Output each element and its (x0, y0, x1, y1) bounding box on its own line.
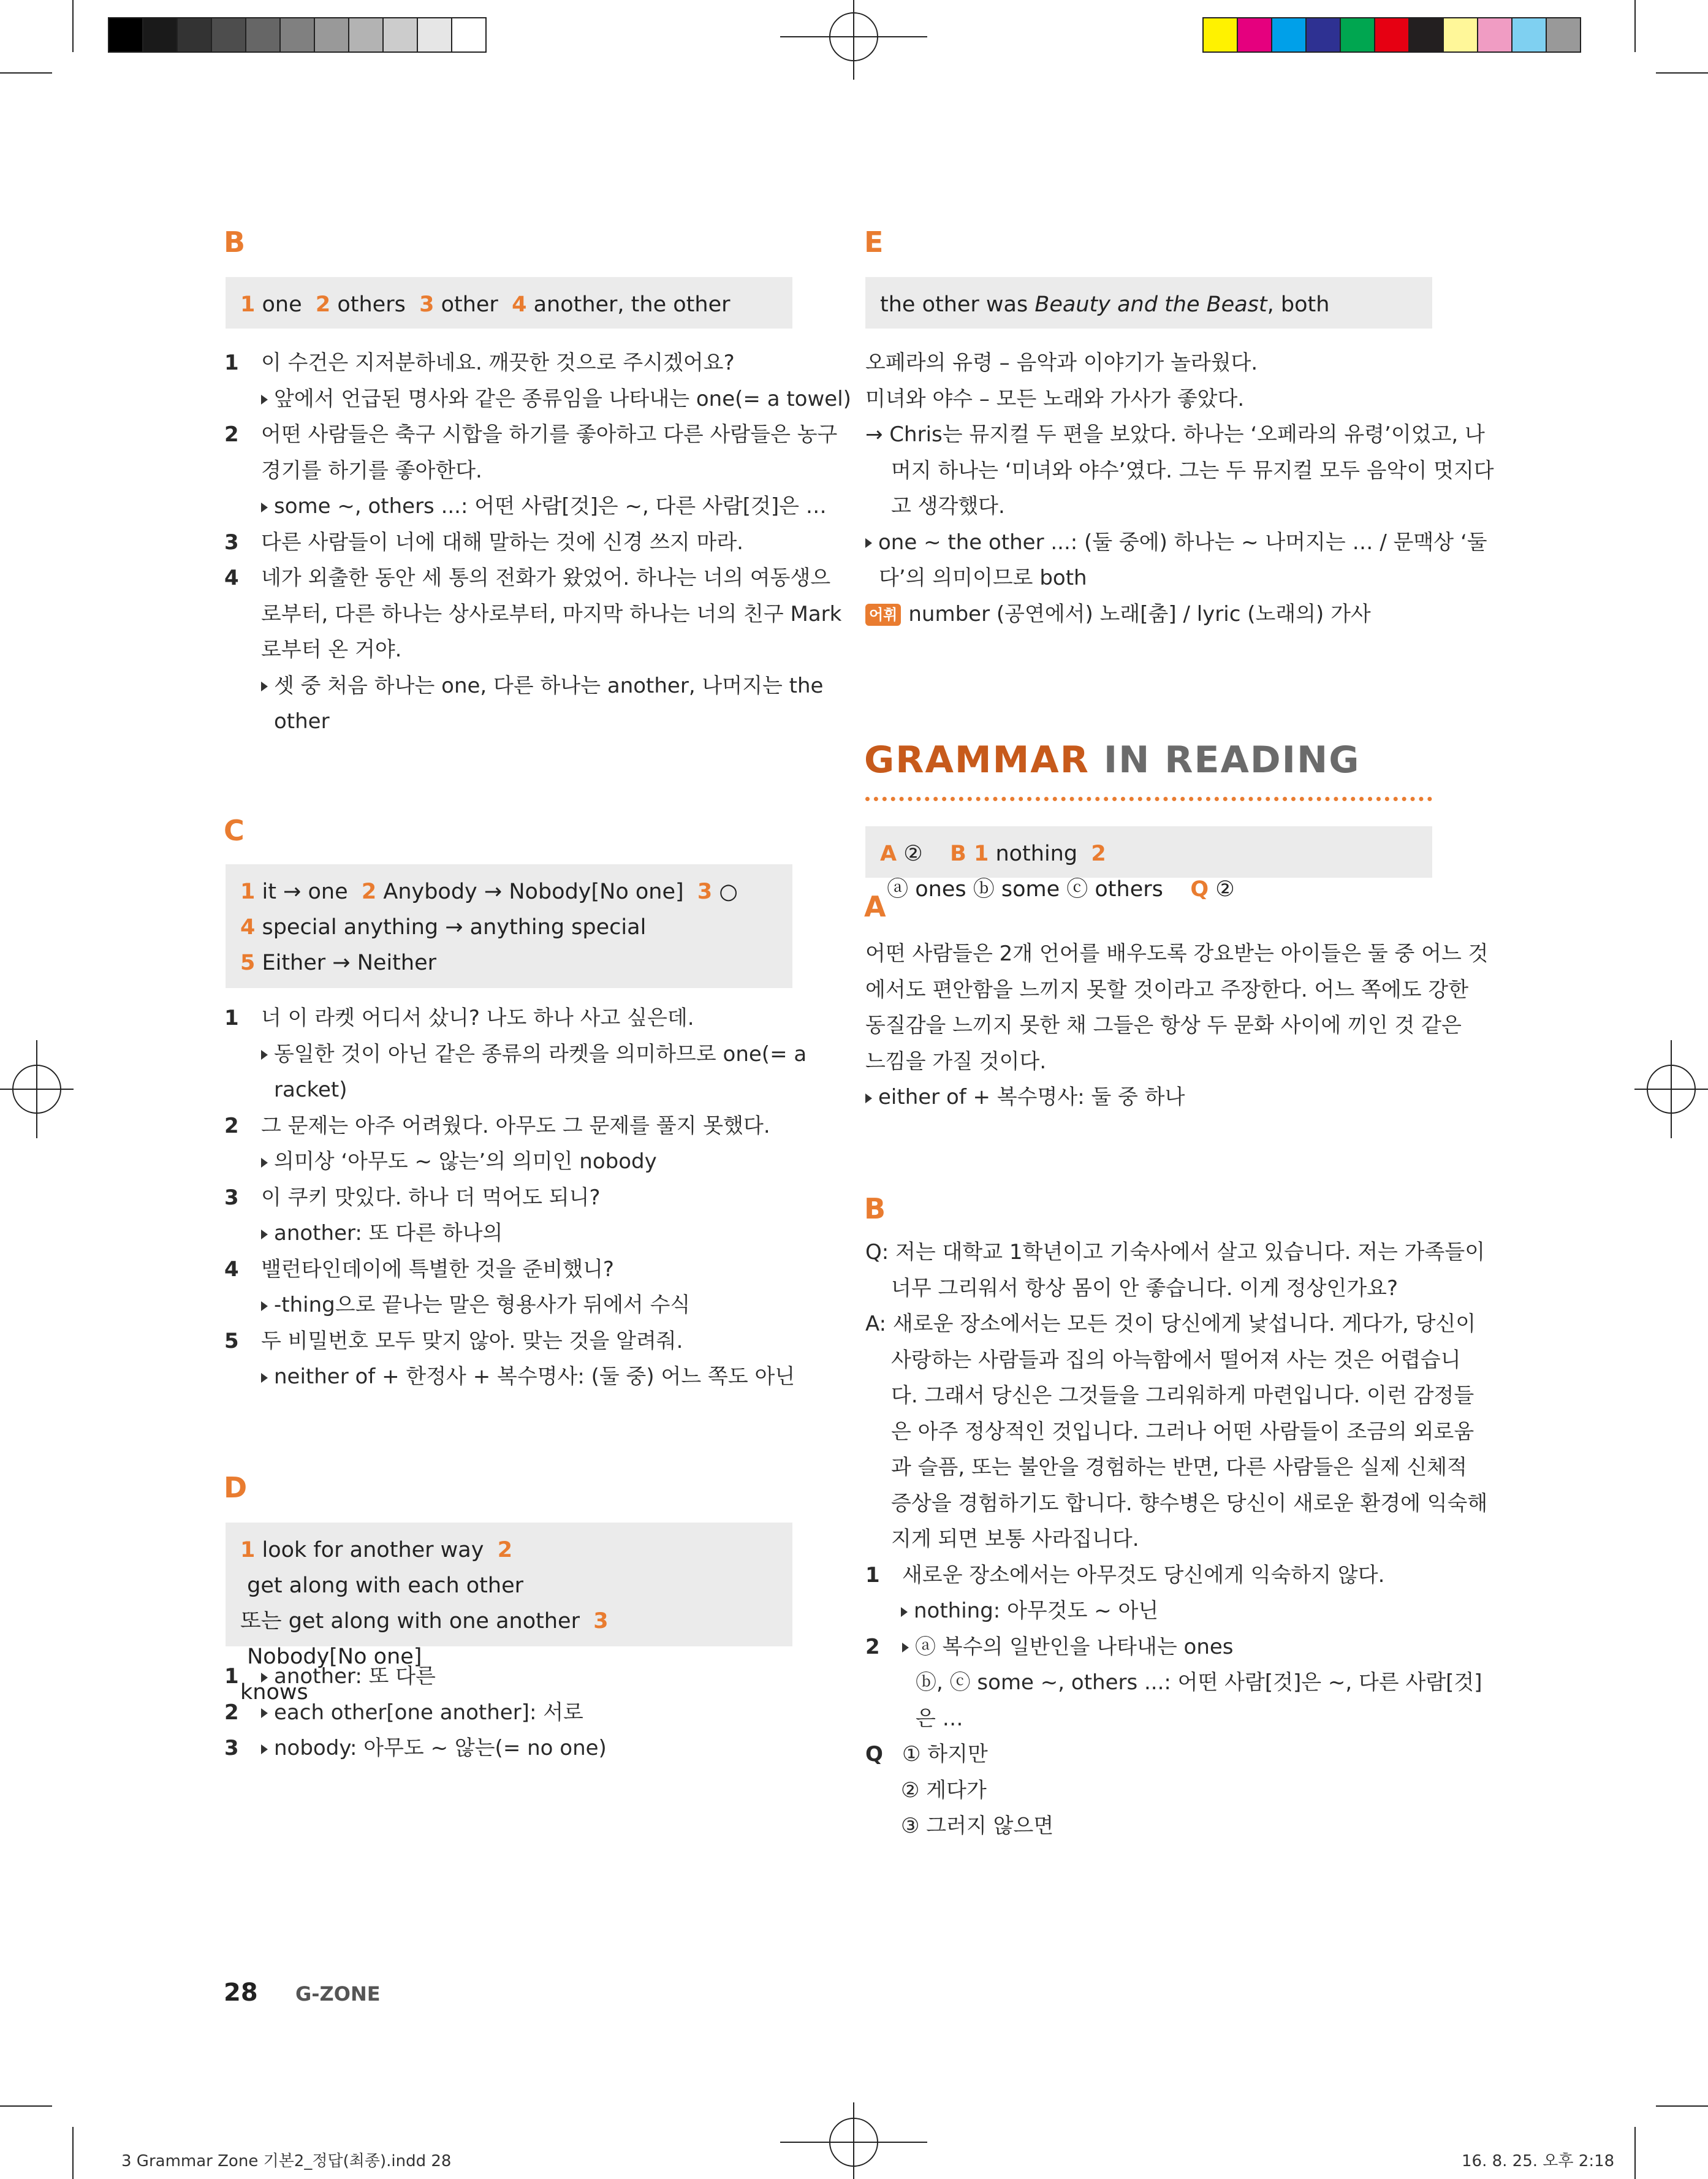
color-swatch (451, 17, 487, 53)
answer-text: knows (240, 1680, 308, 1705)
answer-number: 2 (315, 292, 331, 317)
color-swatch (1511, 17, 1547, 53)
explanation-line (261, 381, 851, 417)
vocab-badge: 어휘 (865, 604, 901, 626)
explanation-line (261, 1144, 657, 1179)
explanation-text: 밸런타인데이에 특별한 것을 준비했니? (261, 1257, 614, 1282)
answer-line (240, 1532, 778, 1603)
bullet-triangle-icon (261, 682, 268, 691)
explanation-line (261, 1695, 583, 1730)
bullet-triangle-icon (261, 1373, 268, 1383)
explanation-text: 다른 사람들이 너에 대해 말하는 것에 신경 쓰지 마라. (261, 530, 743, 555)
answer-text: Nobody[No one] (240, 1645, 422, 1669)
answer-number: 4 (240, 915, 256, 940)
explanation-text: 로부터, 다른 하나는 상사로부터, 마지막 하나는 너의 친구 Mark (261, 601, 842, 626)
explanation-line (916, 1665, 1482, 1700)
answer-text: special anything → anything special (255, 915, 647, 940)
bullet-triangle-icon (865, 1093, 872, 1103)
explanation-line (261, 596, 841, 632)
explanation-text: 증상을 경험하기도 합니다. 향수병은 당신이 새로운 환경에 익숙해 (891, 1491, 1488, 1516)
explanation-text: 네가 외출한 동안 세 통의 전화가 왔었어. 하나는 너의 여동생으 (261, 566, 831, 590)
explanation-text: 다. 그래서 당신은 그것들을 그리워하게 마련입니다. 이런 감정들 (891, 1383, 1475, 1408)
explanation-line (261, 345, 735, 381)
answer-text: another, the other (526, 292, 731, 317)
answer-text: Anybody → Nobody[No one] (376, 880, 697, 904)
color-swatch (1443, 17, 1478, 53)
color-swatch (1408, 17, 1444, 53)
item-number: 1 (865, 1562, 880, 1588)
color-swatch (382, 17, 418, 53)
item-number: 2 (865, 1634, 880, 1659)
explanation-line (891, 1450, 1467, 1485)
explanation-text: 오페라의 유령 – 음악과 이야기가 놀라웠다. (865, 351, 1258, 375)
explanation-line (865, 1234, 1485, 1270)
explanation-text: 두 비밀번호 모두 맞지 않아. 맞는 것을 알려줘. (261, 1328, 683, 1353)
explanation-text: other (274, 709, 330, 734)
explanation-text: 의미상 ‘아무도 ~ 않는’의 의미인 nobody (274, 1149, 657, 1174)
explanation-line (891, 489, 1005, 524)
explanation-line (879, 560, 1087, 596)
explanation-line (261, 1108, 770, 1144)
explanation-line (902, 1736, 988, 1772)
answer-line (240, 874, 778, 910)
explanation-text: 이 수건은 지저분하네요. 깨끗한 것으로 주시겠어요? (261, 351, 735, 375)
color-swatch (314, 17, 349, 53)
slug-timestamp: 16. 8. 25. 오후 2:18 (1462, 2152, 1615, 2170)
answer-text: ② (1209, 877, 1235, 902)
explanation-text: 지게 되면 보통 사라집니다. (891, 1527, 1139, 1551)
explanation-text: 은 아주 정상적인 것입니다. 그러나 어떤 사람들이 조금의 외로움 (891, 1419, 1475, 1444)
grayscale-color-bar (109, 17, 487, 53)
color-swatch (245, 17, 281, 53)
explanation-line (891, 1486, 1487, 1521)
explanation-line (261, 632, 402, 667)
explanation-text: number (공연에서) 노래[춤] / lyric (노래의) 가사 (908, 601, 1371, 626)
explanation-line (261, 489, 827, 524)
color-swatch (279, 17, 315, 53)
answer-text: ○ (712, 880, 738, 904)
explanation-line (865, 1079, 1185, 1115)
explanation-line (891, 1271, 1398, 1306)
explanation-line (865, 345, 1258, 381)
explanation-line (274, 704, 330, 739)
section-e-answer-title: Beauty and the Beast (1034, 292, 1267, 317)
explanation-text: ⓑ, ⓒ some ~, others ...: 어떤 사람[것]은 ~, 다른 사람[것] (916, 1670, 1482, 1695)
explanation-line (261, 1659, 436, 1694)
grammar-title-bold: GRAMMAR (864, 739, 1090, 781)
explanation-line (261, 417, 837, 452)
answer-text: 또는 get along with one another (240, 1609, 594, 1633)
bullet-triangle-icon (261, 1158, 268, 1168)
explanation-line (865, 381, 1244, 417)
grammar-title-divider (865, 797, 1432, 801)
answer-number: 1 (240, 1538, 256, 1562)
answer-text: get along with each other (240, 1573, 523, 1598)
bullet-triangle-icon (261, 1301, 268, 1311)
explanation-text: 앞에서 언급된 명사와 같은 종류임을 나타내는 one(= a towel) (274, 386, 851, 411)
explanation-line (261, 1215, 503, 1251)
explanation-text: 어떤 사람들은 2개 언어를 배우도록 강요받는 아이들은 둘 중 어느 것 (865, 941, 1489, 966)
explanation-line (261, 1180, 601, 1215)
answer-number: 1 (240, 292, 256, 317)
explanation-line (261, 560, 830, 596)
bullet-triangle-icon (902, 1643, 909, 1652)
section-c-letter: C (224, 814, 245, 847)
explanation-text: 그 문제는 아주 어려웠다. 아무도 그 문제를 풀지 못했다. (261, 1113, 770, 1138)
answer-number: Q (1190, 877, 1209, 902)
item-number: 2 (224, 422, 239, 447)
color-swatch (1271, 17, 1307, 53)
explanation-text: 너 이 라켓 어디서 샀니? 나도 하나 사고 싶은데. (261, 1006, 694, 1030)
section-c-answer-box (226, 864, 792, 988)
color-swatch (348, 17, 384, 53)
item-number: 3 (224, 1736, 239, 1760)
answer-number: 3 (593, 1609, 609, 1633)
explanation-text: 미녀와 야수 – 모든 노래와 가사가 좋았다. (865, 386, 1245, 411)
answer-text: one (255, 292, 316, 317)
section-e-answer-text: the other was (880, 292, 1035, 317)
color-swatch (176, 17, 212, 53)
bullet-triangle-icon (261, 1050, 268, 1060)
bullet-triangle-icon (261, 1673, 268, 1683)
item-number: 2 (224, 1113, 239, 1138)
section-b2-letter: B (864, 1192, 886, 1225)
explanation-line (261, 1287, 690, 1323)
color-swatch (108, 17, 143, 53)
explanation-text: 은 … (916, 1706, 963, 1731)
explanation-text: 에서도 편안함을 느끼지 못할 것이라고 주장한다. 어느 쪽에도 강한 (865, 977, 1469, 1002)
explanation-line (901, 1808, 1053, 1844)
answer-number: 2 (361, 880, 377, 904)
section-b-letter: B (224, 226, 246, 259)
explanation-text: 이 쿠키 맛있다. 하나 더 먹어도 되니? (261, 1185, 601, 1210)
grammar-in-reading-title (864, 739, 1360, 781)
explanation-line (261, 1730, 607, 1766)
explanation-line (891, 1414, 1474, 1450)
explanation-text: 경기를 하기를 좋아한다. (261, 458, 482, 483)
answer-line (240, 945, 778, 981)
explanation-line (261, 1323, 683, 1359)
color-swatch (1305, 17, 1341, 53)
answer-number: 5 (240, 951, 256, 975)
explanation-line (865, 1008, 1462, 1043)
bullet-triangle-icon (261, 1744, 268, 1754)
item-number: Q (865, 1742, 883, 1766)
explanation-text: Q: 저는 대학교 1학년이고 기숙사에서 살고 있습니다. 저는 가족들이 (865, 1240, 1486, 1264)
explanation-text: some ~, others ...: 어떤 사람[것]은 ~, 다른 사람[것]은 … (274, 494, 827, 519)
explanation-line (865, 1044, 1046, 1079)
color-swatch (211, 17, 246, 53)
item-number: 2 (224, 1700, 239, 1725)
item-number: 1 (224, 1006, 239, 1030)
explanation-text: 새로운 장소에서는 아무것도 당신에게 익숙하지 않다. (902, 1562, 1385, 1588)
item-number: 3 (224, 530, 239, 555)
item-number: 4 (224, 1257, 239, 1282)
answer-text: it → one (255, 880, 362, 904)
explanation-text: → Chris는 뮤지컬 두 편을 보았다. 하나는 ‘오페라의 유령’이었고, 나 (865, 422, 1485, 447)
explanation-line (274, 1072, 347, 1108)
answer-number: 3 (697, 880, 713, 904)
explanation-text: 셋 중 처음 하나는 one, 다른 하나는 another, 나머지는 the (274, 673, 824, 698)
bullet-triangle-icon (261, 1230, 268, 1239)
explanation-text: 고 생각했다. (891, 494, 1005, 519)
explanation-line (865, 596, 1371, 632)
answer-number: 1 (240, 880, 256, 904)
section-e-letter: E (864, 226, 884, 259)
answer-text: other (434, 292, 512, 317)
explanation-line (261, 453, 482, 489)
answer-text: ⓐ ones ⓑ some ⓒ others (880, 877, 1191, 902)
item-number: 4 (224, 566, 239, 590)
process-color-bar (1204, 17, 1581, 53)
bullet-triangle-icon (901, 1607, 908, 1617)
answer-text: ② (897, 842, 951, 866)
explanation-line (901, 1773, 987, 1808)
explanation-line (891, 453, 1494, 489)
explanation-line (891, 1342, 1461, 1378)
explanation-line (865, 1306, 1476, 1342)
answer-number: A (880, 842, 897, 866)
answer-number: 2 (497, 1538, 513, 1562)
answer-text: Either → Neither (255, 951, 436, 975)
explanation-text: one ~ the other ...: (둘 중에) 하나는 ~ 나머지는 … / 문맥상 ‘둘 (878, 530, 1487, 555)
explanation-text: -thing으로 끝나는 말은 형용사가 뒤에서 수식 (274, 1293, 691, 1317)
explanation-text: 동일한 것이 아닌 같은 종류의 라켓을 의미하므로 one(= a (274, 1041, 807, 1067)
explanation-text: ① 하지만 (902, 1742, 988, 1766)
color-swatch (1237, 17, 1272, 53)
explanation-line (261, 1252, 614, 1287)
explanation-line (916, 1701, 963, 1736)
explanation-line (891, 1521, 1139, 1557)
section-a-letter: A (864, 890, 886, 923)
explanation-text: ② 게다가 (901, 1778, 987, 1803)
explanation-line (865, 936, 1489, 972)
color-swatch (1477, 17, 1513, 53)
explanation-text: each other[one another]: 서로 (274, 1700, 583, 1725)
explanation-text: ③ 그러지 않으면 (901, 1814, 1054, 1838)
explanation-line (891, 1378, 1474, 1413)
explanation-line (901, 1593, 1158, 1629)
color-swatch (142, 17, 178, 53)
section-b-answer-box (226, 277, 792, 329)
section-e-answer-box (865, 277, 1432, 329)
answer-number: 3 (419, 292, 435, 317)
item-number: 1 (224, 1664, 239, 1689)
explanation-text: neither of + 한정사 + 복수명사: (둘 중) 어느 쪽도 아닌 (274, 1364, 795, 1389)
explanation-line (902, 1557, 1384, 1593)
color-swatch (417, 17, 452, 53)
explanation-line (261, 525, 743, 560)
explanation-text: 너무 그리워서 항상 몸이 안 좋습니다. 이게 정상인가요? (891, 1276, 1399, 1301)
color-swatch (1546, 17, 1581, 53)
bullet-triangle-icon (261, 1708, 268, 1718)
answer-number: 2 (1091, 842, 1106, 866)
color-swatch (1374, 17, 1410, 53)
explanation-text: 머지 하나는 ‘미녀와 야수’였다. 그는 두 뮤지컬 모두 음악이 멋지다 (891, 458, 1494, 483)
explanation-text: racket) (274, 1078, 347, 1102)
bullet-triangle-icon (261, 503, 268, 512)
explanation-text: either of + 복수명사: 둘 중 하나 (878, 1085, 1185, 1109)
explanation-line (261, 1359, 795, 1394)
explanation-text: nobody: 아무도 ~ 않는(= no one) (274, 1736, 607, 1760)
explanation-text: 사랑하는 사람들과 집의 아늑함에서 떨어져 사는 것은 어렵습니 (891, 1347, 1461, 1372)
footer-brand: G-ZONE (295, 1982, 381, 2006)
explanation-text: 동질감을 느끼지 못한 채 그들은 항상 두 문화 사이에 끼인 것 같은 (865, 1013, 1462, 1038)
explanation-line (865, 417, 1485, 452)
explanation-line (902, 1629, 1234, 1665)
answer-number: B 1 (950, 842, 989, 866)
answer-line (240, 910, 778, 945)
explanation-line (261, 1036, 807, 1072)
section-e-answer-tail: , both (1267, 292, 1330, 317)
explanation-text: A: 새로운 장소에서는 모든 것이 당신에게 낯섭니다. 게다가, 당신이 (865, 1312, 1476, 1336)
answer-text: others (330, 292, 420, 317)
explanation-text: ⓐ 복수의 일반인을 나타내는 ones (915, 1634, 1234, 1659)
grammar-answer-box (865, 826, 1432, 902)
explanation-text: 로부터 온 거야. (261, 637, 402, 662)
explanation-text: 느낌을 가질 것이다. (865, 1049, 1047, 1074)
explanation-text: 과 슬픔, 또는 불안을 경험하는 반면, 다른 사람들은 실제 신체적 (891, 1455, 1467, 1480)
explanation-line (865, 972, 1468, 1008)
explanation-text: nothing: 아무것도 ~ 아닌 (914, 1599, 1159, 1623)
explanation-text: 다’의 의미이므로 both (879, 566, 1087, 590)
answer-number: 4 (512, 292, 527, 317)
slug-file-info: 3 Grammar Zone 기본2_정답(최종).indd 28 (121, 2152, 452, 2170)
item-number: 1 (224, 351, 239, 375)
item-number: 3 (224, 1185, 239, 1210)
color-swatch (1340, 17, 1375, 53)
answer-text: look for another way (255, 1538, 498, 1562)
explanation-line (261, 1000, 694, 1036)
explanation-text: another: 또 다른 하나의 (274, 1221, 503, 1245)
item-number: 5 (224, 1328, 239, 1353)
answer-text: nothing (989, 842, 1091, 866)
bullet-triangle-icon (865, 538, 872, 548)
section-d-letter: D (224, 1471, 248, 1504)
explanation-text: another: 또 다른 (274, 1664, 436, 1689)
grammar-title-rest: IN READING (1089, 739, 1361, 781)
explanation-line (261, 668, 823, 704)
color-swatch (1202, 17, 1238, 53)
page-number: 28 (224, 1979, 258, 2007)
explanation-line (865, 525, 1487, 560)
bullet-triangle-icon (261, 395, 268, 405)
explanation-text: 어떤 사람들은 축구 시합을 하기를 좋아하고 다른 사람들은 농구 (261, 422, 838, 447)
